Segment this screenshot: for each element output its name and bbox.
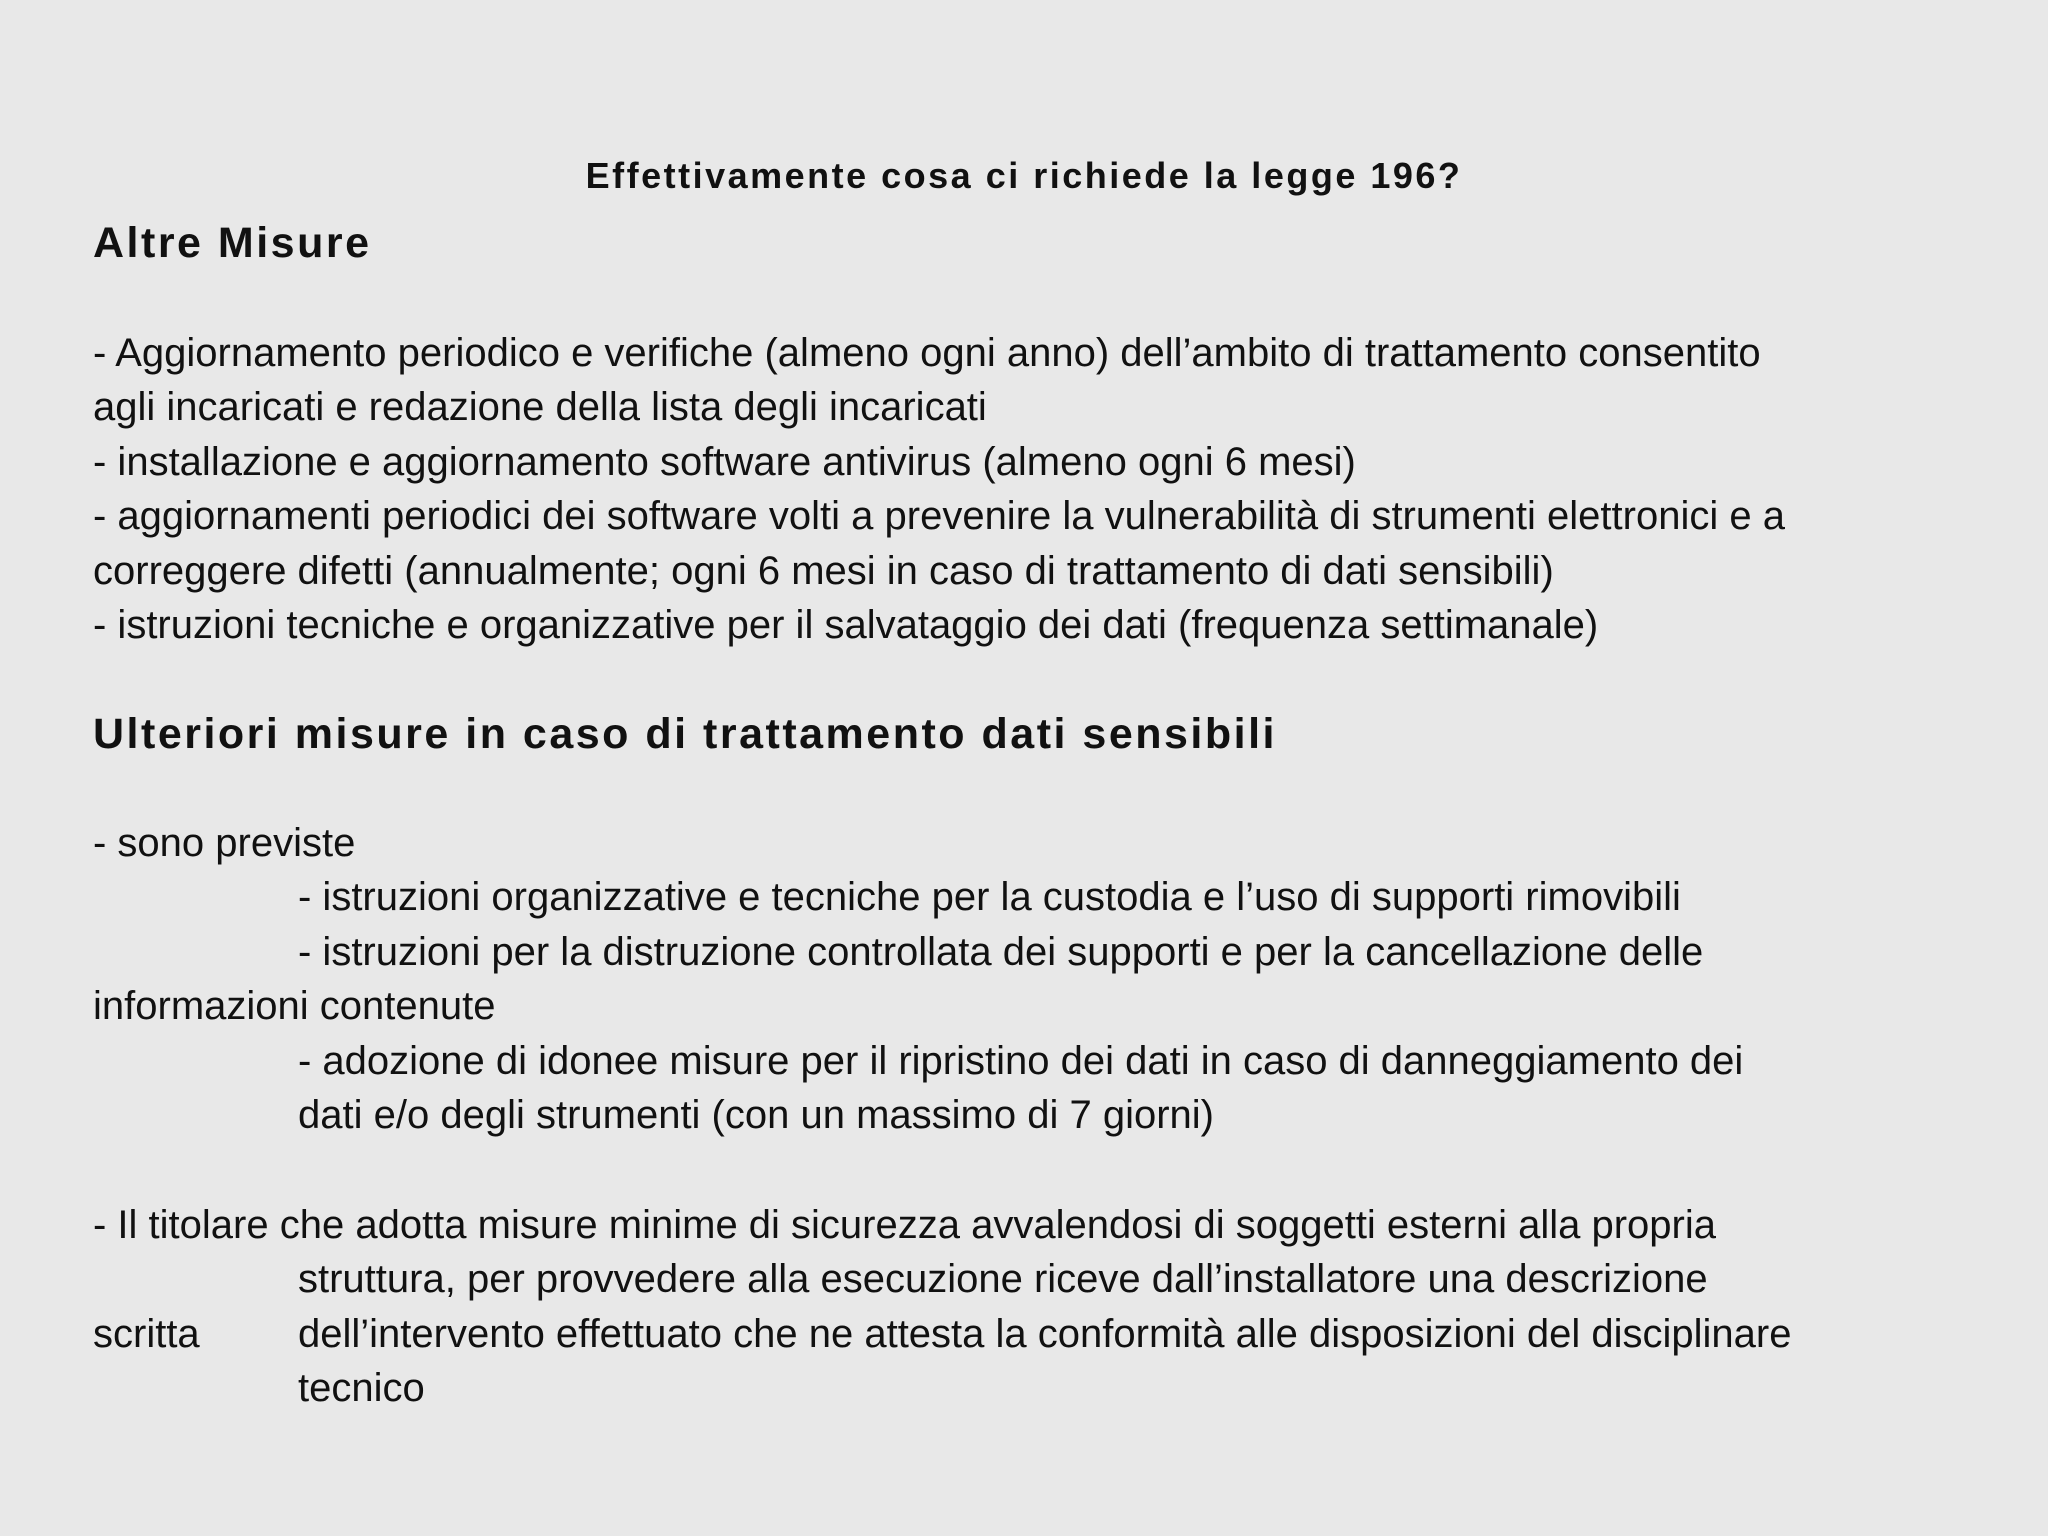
text-line: informazioni contenute	[93, 984, 496, 1028]
text-line: - istruzioni per la distruzione controllata dei supporti e per la cancellazione delle	[298, 930, 1704, 974]
text-line: scritta	[93, 1312, 200, 1356]
section-heading-altre-misure: Altre Misure	[93, 219, 372, 267]
text-line: dell’intervento effettuato che ne attesta la conformità alle disposizioni del disciplinare	[298, 1312, 1792, 1356]
text-line: tecnico	[298, 1366, 425, 1410]
text-line: - installazione e aggiornamento software antivirus (almeno ogni 6 mesi)	[93, 440, 1356, 484]
section-heading-ulteriori-misure: Ulteriori misure in caso di trattamento dati sensibili	[93, 710, 1277, 758]
text-line: struttura, per provvedere alla esecuzione riceve dall’installatore una descrizione	[298, 1257, 1708, 1301]
text-line: dati e/o degli strumenti (con un massimo di 7 giorni)	[298, 1093, 1214, 1137]
text-line: - Aggiornamento periodico e verifiche (almeno ogni anno) dell’ambito di trattamento consentito	[93, 331, 1761, 375]
text-line: agli incaricati e redazione della lista degli incaricati	[93, 385, 987, 429]
text-line: correggere difetti (annualmente; ogni 6 mesi in caso di trattamento di dati sensibili)	[93, 549, 1554, 593]
text-line: - adozione di idonee misure per il ripristino dei dati in caso di danneggiamento dei	[298, 1039, 1744, 1083]
text-line: - aggiornamenti periodici dei software volti a prevenire la vulnerabilità di strumenti elettronici e a	[93, 494, 1785, 538]
slide-title: Effettivamente cosa ci richiede la legge 196?	[585, 155, 1463, 196]
text-line: - sono previste	[93, 821, 356, 865]
text-line: - istruzioni tecniche e organizzative per il salvataggio dei dati (frequenza settimanale)	[93, 603, 1599, 647]
text-line: - istruzioni organizzative e tecniche per la custodia e l’uso di supporti rimovibili	[298, 875, 1681, 919]
text-line: - Il titolare che adotta misure minime di sicurezza avvalendosi di soggetti esterni alla propria	[93, 1203, 1716, 1247]
